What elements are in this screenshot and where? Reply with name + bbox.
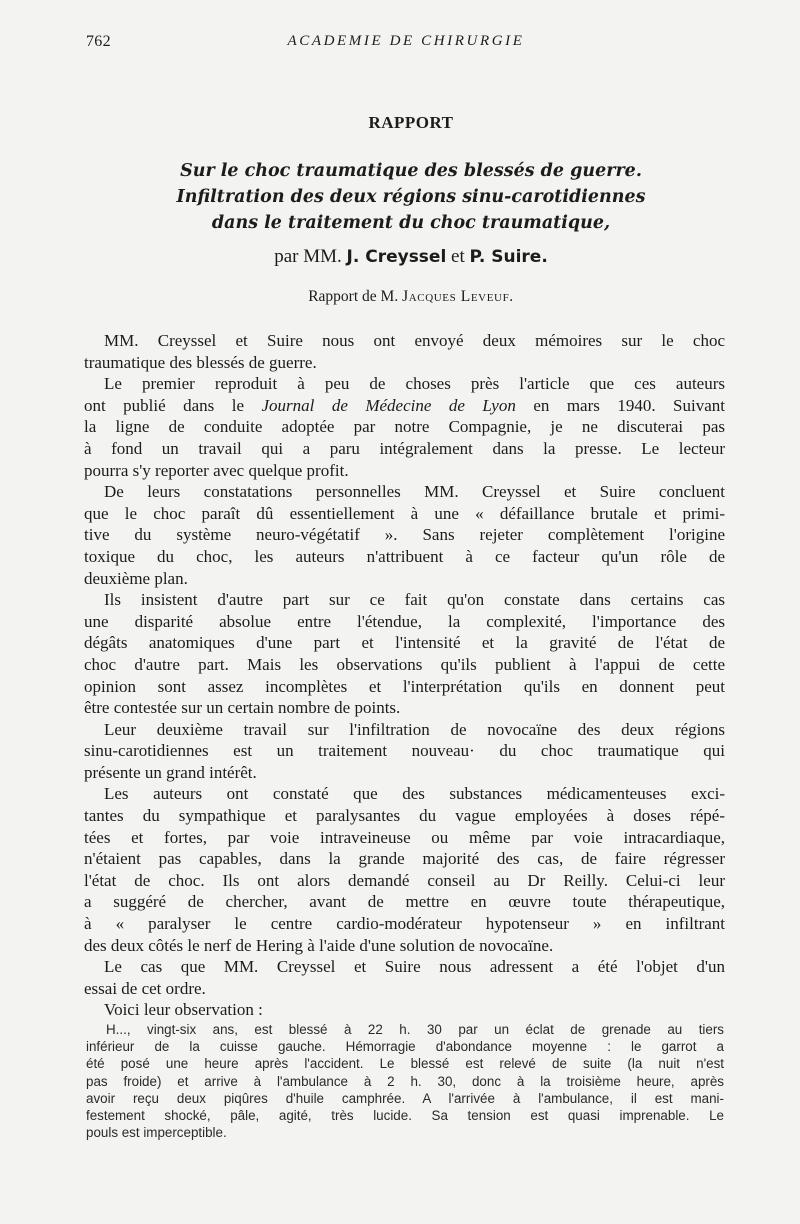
body-line: dégâts anatomiques d'une part et l'intensité et la gravité de l'état de [84,633,725,653]
observation-line: festement shocké, pâle, agité, très lucide. Sa tension est quasi imprenable. Le [86,1107,724,1123]
observation-line: pas froide) et arrive à l'ambulance à 2 h. 30, donc à la troisième heure, après [86,1073,724,1089]
rapporteur-name: Jacques Leveuf. [402,288,514,305]
title-line: Sur le choc traumatique des blessés de guerre. [180,161,642,181]
title-line: dans le traitement du choc traumatique, [211,213,611,233]
body-line: a suggéré de chercher, avant de mettre en œuvre toute thérapeutique, [84,892,725,912]
observation-line: avoir reçu deux piqûres d'huile camphrée. A l'arrivée à l'ambulance, il est mani- [86,1090,724,1106]
body-line: à « paralyser le centre cardio-modérateur hypotenseur » en infiltrant [84,914,725,934]
body-line: sinu-carotidiennes est un traitement nouveau· du choc traumatique qui [84,741,725,761]
body-line: pourra s'y reporter avec quelque profit. [84,460,349,480]
body-line: à fond un travail qui a paru intégralement dans la presse. Le lecteur [84,438,725,458]
article-title [0,158,800,236]
body-line: choc d'autre part. Mais les observations qu'ils publient à l'appui de cette [84,654,725,674]
rapporteur-prefix: Rapport de M. [308,288,399,305]
observation-text [86,1021,724,1141]
body-line: que le choc paraît dû essentiellement à une « défaillance brutale et primi- [84,503,725,523]
page-number: 762 [86,33,111,50]
body-line: Ils insistent d'autre part sur ce fait qu'on constate dans certains cas [104,590,725,610]
body-line: opinion sont assez incomplètes et l'interprétation qu'ils en donnent peut [84,676,725,696]
body-line: la ligne de conduite adoptée par notre Compagnie, je ne discuterai pas [84,417,725,437]
journal-title: Journal de Médecine de Lyon [261,395,516,415]
title-line: Infiltration des deux régions sinu-carotidiennes [176,187,646,207]
author-prefix: par MM. [274,246,342,267]
body-line: MM. Creyssel et Suire nous ont envoyé deux mémoires sur le choc [104,331,725,350]
rapporteur-line [0,288,800,306]
body-line: être contestée sur un certain nombre de points. [84,698,401,718]
body-line: Leur deuxième travail sur l'infiltration de novocaïne des deux régions [104,719,725,739]
body-line: des deux côtés le nerf de Hering à l'aide d'une solution de novocaïne. [84,935,554,955]
body-line: l'état de choc. Ils ont alors demandé conseil au Dr Reilly. Celui-ci leur [84,870,725,890]
author-conjunction: et [451,246,465,267]
observation-line: inférieur de la cuisse gauche. Hémorragie d'abondance moyenne : le garrot a [86,1039,724,1055]
running-title: ACADEMIE DE CHIRURGIE [287,33,525,49]
text-run: en mars 1940. Suivant [515,395,725,415]
body-line: Voici leur observation : [104,1000,263,1020]
observation-line: pouls est imperceptible. [86,1125,227,1141]
body-line [84,395,725,417]
observation-line: H..., vingt-six ans, est blessé à 22 h. 30 par un éclat de grenade au tiers [106,1022,724,1037]
body-text [84,330,725,1021]
text-run: ont publié dans le [84,395,262,415]
page-header [86,33,726,55]
body-line: toxique du choc, les auteurs n'attribuent à ce facteur qu'un rôle de [84,546,725,566]
author-name: J. Creyssel [346,247,447,267]
body-line: Les auteurs ont constaté que des substances médicamenteuses exci- [104,784,725,804]
body-line: De leurs constatations personnelles MM. Creyssel et Suire concluent [104,482,725,502]
body-line: présente un grand intérêt. [84,762,257,782]
author-name: P. Suire. [469,247,548,267]
body-line: Le premier reproduit à peu de choses près l'article que ces auteurs [104,374,725,394]
body-line: deuxième plan. [84,568,188,588]
body-line: essai de cet ordre. [84,978,206,998]
body-line: traumatique des blessés de guerre. [84,352,317,372]
body-line: Le cas que MM. Creyssel et Suire nous adressent a été l'objet d'un [104,957,725,977]
body-line: une disparité absolue entre l'étendue, la complexité, l'importance des [84,611,725,631]
body-line: tive du système neuro-végétatif ». Sans rejeter complètement l'origine [84,525,725,545]
body-line: tantes du sympathique et paralysantes du vague employées à doses répé- [84,806,725,826]
observation-line: été posé une heure après l'accident. Le blessé est relevé de suite (la nuit n'est [86,1056,724,1072]
body-line: n'étaient pas capables, dans la grande majorité des cas, de faire régresser [84,849,725,869]
author-line [0,246,800,268]
section-heading: RAPPORT [368,113,454,132]
body-line: tées et fortes, par voie intraveineuse ou même par voie intracardiaque, [84,827,725,847]
